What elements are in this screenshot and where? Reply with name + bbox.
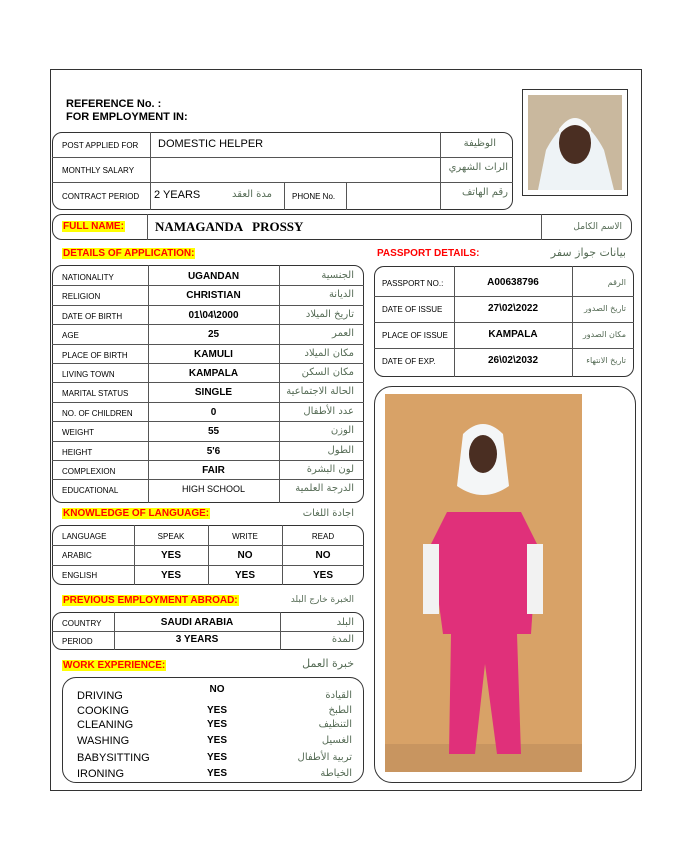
previous-arabic-heading: الخبرة خارج البلد [290,595,354,605]
application-row-label: RELIGION [62,292,101,301]
application-row-arabic: الدرجة العلمية [295,483,354,494]
language-read-value: YES [312,570,333,581]
application-row-value: 0 [210,407,217,418]
passport-row-arabic: الرقم [607,278,626,287]
application-row-arabic: الوزن [330,425,354,436]
application-row-label: AGE [62,331,79,340]
passport-row-label: PLACE OF ISSUE [382,331,448,340]
table-row-divider [52,344,364,345]
headshot-frame [522,89,628,196]
application-row-arabic: الطول [327,445,354,456]
application-row-label: MARITAL STATUS [62,389,129,398]
language-speak-value: YES [160,550,181,561]
application-row-value: 25 [207,329,220,340]
previous-heading: PREVIOUS EMPLOYMENT ABROAD: [63,595,238,606]
language-speak-value: YES [160,570,181,581]
language-write-value: NO [237,550,253,561]
country-value: SAUDI ARABIA [160,617,234,628]
work-row-label: WASHING [77,735,130,747]
country-label: COUNTRY [62,619,102,628]
application-row-value: 5'6 [206,446,221,457]
work-row-arabic: الخياطة [320,768,352,779]
application-row-arabic: تاريخ الميلاد [305,309,354,320]
application-row-value: 55 [207,426,220,437]
table-row-divider [52,460,364,461]
work-row-arabic: التنظيف [318,719,352,730]
full-name-arabic: الاسم الكامل [573,222,622,232]
table-row-divider [52,324,364,325]
language-name: ARABIC [62,551,92,560]
table-row-divider [52,382,364,383]
work-row-label: DRIVING [77,690,123,702]
application-row-label: COMPLEXION [62,467,116,476]
passport-row-label: DATE OF ISSUE [382,305,443,314]
work-row-label: COOKING [77,705,129,717]
passport-row-value: A00638796 [487,277,539,288]
application-row-label: WEIGHT [62,428,94,437]
work-row-value: YES [206,768,227,779]
period-value: 3 YEARS [175,634,219,645]
language-header: READ [311,532,335,541]
period-arabic: المدة [331,634,354,645]
table-row-divider [52,285,364,286]
application-row-label: LIVING TOWN [62,370,115,379]
application-row-arabic: الجنسية [321,270,354,281]
work-row-arabic: القيادة [325,690,352,701]
table-row-divider [52,479,364,480]
work-row-value: YES [206,719,227,730]
table-row-divider [374,296,634,297]
application-row-arabic: عدد الأطفال [303,406,354,417]
phone-label: PHONE No. [292,192,336,201]
post-arabic: الوظيفة [463,138,496,149]
language-header: SPEAK [157,532,185,541]
work-row-label: CLEANING [77,719,134,731]
contract-label: CONTRACT PERIOD [62,192,140,201]
application-row-arabic: العمر [332,328,354,339]
passport-arabic-heading: بيانات جواز سفر [550,246,626,259]
full-name-label: FULL NAME: [63,221,124,232]
application-row-value: KAMULI [194,349,233,360]
salary-arabic: الرات الشهري [448,162,508,173]
reference-block [66,98,188,124]
work-row-value: YES [206,705,227,716]
full-body-photo [385,394,582,772]
post-value: DOMESTIC HELPER [158,138,264,150]
employment-label: FOR EMPLOYMENT IN: [66,111,188,123]
application-row-label: HEIGHT [62,448,93,457]
post-label: POST APPLIED FOR [62,141,139,150]
passport-row-arabic: مكان الصدور [582,330,626,339]
application-row-value: 01\04\2000 [188,310,239,321]
application-row-label: DATE OF BIRTH [62,312,123,321]
table-row-divider [52,402,364,403]
salary-label: MONTHLY SALARY [62,166,135,175]
application-row-value: FAIR [202,465,225,476]
application-row-value: UGANDAN [187,271,240,282]
language-header: WRITE [232,532,258,541]
application-row-value: KAMPALA [188,368,239,379]
reference-label: REFERENCE No. : [66,98,162,110]
work-row-arabic: تربية الأطفال [297,752,352,763]
language-read-value: NO [315,550,331,561]
work-row-arabic: الطبخ [328,705,352,716]
application-row-value: SINGLE [194,387,233,398]
application-row-arabic: مكان السكن [301,367,354,378]
full-name-value: NAMAGANDA PROSSY [155,219,304,234]
passport-row-arabic: تاريخ الانتهاء [586,356,626,365]
passport-row-value: KAMPALA [488,329,538,340]
table-row-divider [52,363,364,364]
application-row-arabic: الحالة الاجتماعية [286,386,354,397]
application-row-arabic: مكان الميلاد [304,348,354,359]
work-row-value: YES [206,735,227,746]
language-write-value: YES [234,570,255,581]
work-arabic-heading: خبرة العمل [302,657,354,670]
application-row-value: CHRISTIAN [186,290,241,301]
phone-arabic: رقم الهاتف [461,187,508,198]
period-label: PERIOD [62,637,93,646]
table-row-divider [52,421,364,422]
application-row-label: NATIONALITY [62,273,114,282]
table-row-divider [52,305,364,306]
work-row-arabic: الغسيل [321,735,352,746]
passport-row-arabic: تاريخ الصدور [584,304,626,313]
work-row-value: NO [209,684,225,695]
passport-heading: PASSPORT DETAILS: [377,248,480,259]
application-row-label: EDUCATIONAL [62,486,119,495]
passport-row-value: 27\02\2022 [487,303,539,314]
application-heading: DETAILS OF APPLICATION: [63,248,195,259]
application-row-value: HIGH SCHOOL [181,484,245,494]
work-heading: WORK EXPERIENCE: [63,660,166,671]
table-row-divider [374,322,634,323]
contract-arabic: مدة العقد [232,189,272,200]
work-row-label: BABYSITTING [77,752,150,764]
table-row-divider [52,441,364,442]
application-row-arabic: الديانة [328,289,354,300]
application-row-arabic: لون البشرة [306,464,354,475]
country-arabic: البلد [336,617,354,628]
language-heading: KNOWLEDGE OF LANGUAGE: [63,508,210,519]
passport-row-label: PASSPORT NO.: [382,279,444,288]
passport-row-label: DATE OF EXP. [382,357,436,366]
language-name: ENGLISH [62,571,98,580]
table-row-divider [374,348,634,349]
passport-row-value: 26\02\2032 [487,355,539,366]
contract-value: 2 YEARS [154,189,201,201]
work-row-label: IRONING [77,768,125,780]
language-header: LANGUAGE [62,532,107,541]
work-row-value: YES [206,752,227,763]
full-name-box [52,214,632,240]
language-arabic-heading: اجادة اللغات [302,508,354,519]
application-row-label: PLACE OF BIRTH [62,351,128,360]
application-row-label: NO. OF CHILDREN [62,409,133,418]
